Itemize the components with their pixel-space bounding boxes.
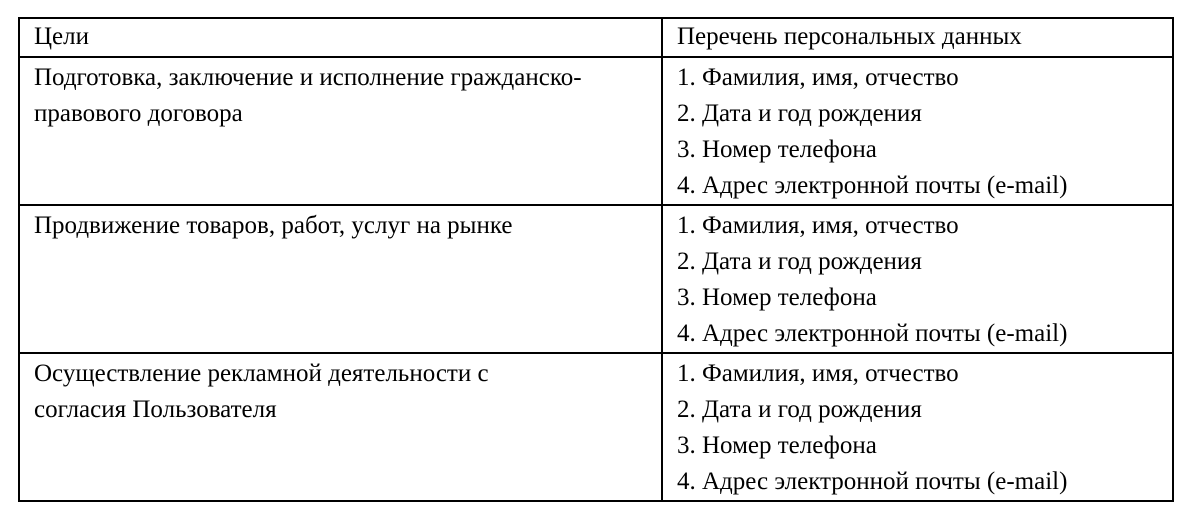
header-data-list: Перечень персональных данных [662,18,1173,57]
data-list-cell [662,205,1173,353]
list-item: 1. Фамилия, имя, отчество [677,64,959,91]
data-item-list [677,60,1164,204]
list-item: 2. Дата и год рождения [677,100,922,127]
list-item: 2. Дата и год рождения [677,248,922,275]
list-item: 1. Фамилия, имя, отчество [677,212,959,239]
table-header-row [19,18,1173,57]
list-item: 4. Адрес электронной почты (e-mail) [677,320,1068,347]
table-row [19,205,1173,353]
purpose-line: согласия Пользователя [34,396,277,423]
purpose-line: правового договора [34,100,243,127]
list-item: 3. Номер телефона [677,432,877,459]
list-item: 4. Адрес электронной почты (e-mail) [677,468,1068,495]
data-list-cell [662,353,1173,501]
purpose-line: Подготовка, заключение и исполнение гражданско- [34,64,582,91]
purpose-cell [19,205,662,353]
list-item: 2. Дата и год рождения [677,396,922,423]
purpose-cell [19,57,662,205]
list-item: 1. Фамилия, имя, отчество [677,360,959,387]
purpose-line: Продвижение товаров, работ, услуг на рынке [34,212,513,239]
personal-data-table [18,17,1174,502]
data-item-list [677,356,1164,500]
data-item-list [677,208,1164,352]
purpose-line: Осуществление рекламной деятельности с [34,360,489,387]
data-list-cell [662,57,1173,205]
header-purpose: Цели [19,18,662,57]
list-item: 3. Номер телефона [677,284,877,311]
table-row [19,353,1173,501]
purpose-cell [19,353,662,501]
list-item: 4. Адрес электронной почты (e-mail) [677,172,1068,199]
list-item: 3. Номер телефона [677,136,877,163]
table-row [19,57,1173,205]
